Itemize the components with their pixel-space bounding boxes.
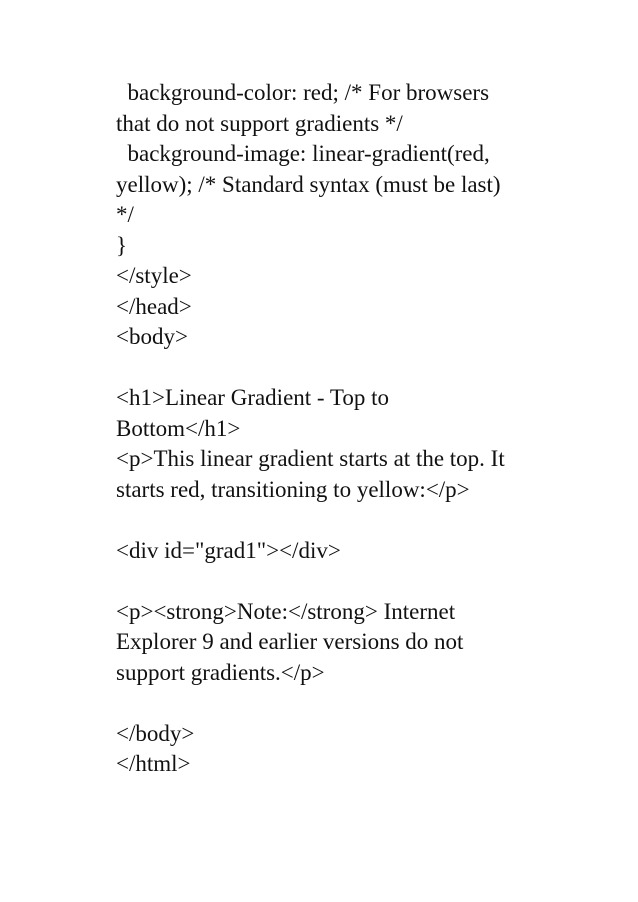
code-line: </head> [116, 293, 192, 319]
code-line: <div id="grad1"></div> [116, 537, 341, 563]
blank-line [116, 566, 596, 597]
blank-line [116, 505, 596, 536]
code-line: <h1>Linear Gradient - Top to [116, 385, 390, 410]
code-line: starts red, transitioning to yellow:</p> [116, 476, 470, 502]
code-line: </style> [116, 263, 192, 288]
code-line: */ [116, 202, 134, 227]
code-line: background-color: red; /* For browsers [116, 80, 490, 105]
code-line: <p>This linear gradient starts at the top. It [116, 446, 505, 471]
code-line: </body> [116, 720, 195, 746]
code-line: background-image: linear-gradient(red, [116, 141, 490, 166]
code-line: that do not support gradients */ [116, 110, 403, 136]
code-text-block [116, 78, 596, 780]
code-line: <body> [116, 324, 188, 349]
code-line: </html> [116, 751, 191, 776]
code-line: } [116, 232, 128, 258]
code-line: support gradients.</p> [116, 659, 325, 685]
blank-line [116, 688, 596, 719]
code-line: Bottom</h1> [116, 415, 241, 441]
code-line: yellow); /* Standard syntax (must be last) [116, 171, 501, 197]
code-line: Explorer 9 and earlier versions do not [116, 629, 464, 654]
code-line: <p><strong>Note:</strong> Internet [116, 598, 456, 624]
blank-line [116, 353, 596, 384]
